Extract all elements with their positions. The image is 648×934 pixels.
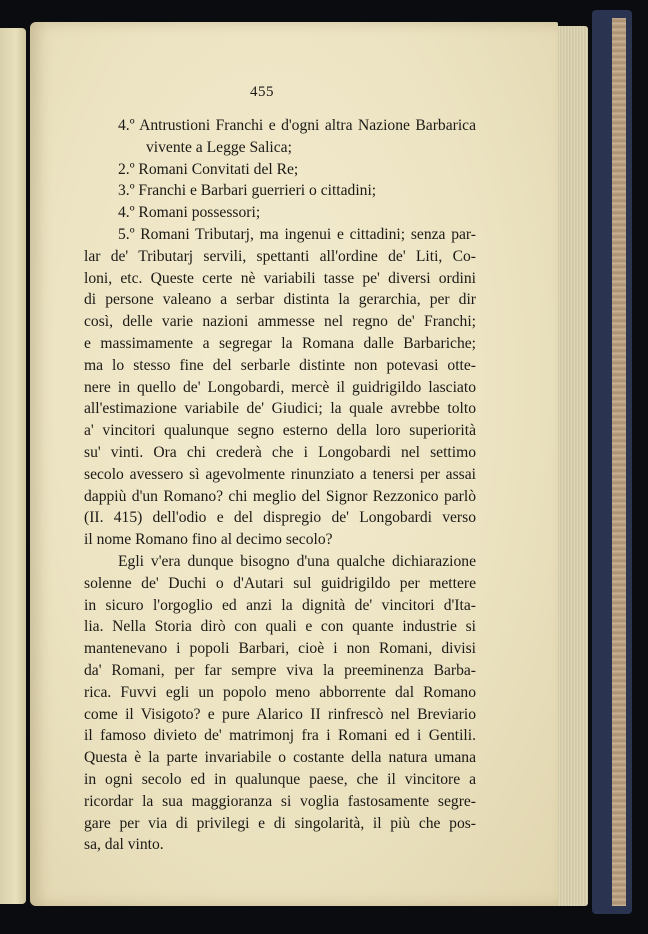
text-line: da' Romani, per far sempre viva la preeminenza Barba- [84,661,476,679]
text-line: Questa è la parte invariabile o costante della natura umana [84,749,476,767]
text-line: lar de' Tributarj servili, spettanti all'ordine de' Liti, Co- [84,247,476,265]
book-page [30,22,558,906]
page-text [84,115,476,856]
text-line: 5.º Romani Tributarj, ma ingenui e cittadini; senza par- [118,225,476,243]
text-line: a' vincitori qualunque segno esterno della loro superiorità [84,422,476,440]
text-line: 4.º Romani possessori; [118,204,261,222]
text-line: (II. 415) dell'odio e del dispregio de' Longobardi verso [84,509,476,527]
text-line: secolo avessero sì agevolmente rinunziato a tenersi per assai [84,465,476,483]
text-line: così, delle varie nazioni ammesse nel regno de' Franchi; [84,313,476,331]
text-line: ricordar la sua maggioranza si voglia fastosamente segre- [84,792,476,810]
text-line: nere in quello de' Longobardi, mercè il guidrigildo lasciato [84,378,476,396]
text-line: lia. Nella Storia dirò con quali e con quante industrie si [84,618,476,636]
text-line: il famoso divieto de' matrimonj fra i Romani ed i Gentili. [84,727,476,745]
text-line: sa, dal vinto. [84,836,164,854]
left-page-edge [0,28,26,904]
text-line: come il Visigoto? e pure Alarico II rinfrescò nel Breviario [84,705,476,723]
text-line: solenne de' Duchi o d'Autari sul guidrigildo per mettere [84,574,476,592]
text-line: 4.º Antrustioni Franchi e d'ogni altra Nazione Barbarica [118,117,476,134]
text-line: di persone valeano a serbar distinta la gerarchia, per dir [84,291,476,309]
text-line: il nome Romano fino al decimo secolo? [84,531,333,549]
text-line: all'estimazione variabile de' Giudici; la quale avrebbe tolto [84,400,476,418]
text-line: in sicuro l'orgoglio ed anzi la dignità de' vincitori d'Ita- [84,596,476,614]
text-line: Egli v'era dunque bisogno d'una qualche dichiarazione [118,552,476,570]
page-number: 455 [250,84,274,100]
text-line: dappiù d'un Romano? chi meglio del Signor Rezzonico parlò [84,487,476,505]
text-line: vivente a Legge Salica; [146,138,292,156]
text-line: e massimamente a segregar la Romana dalle Barbariche; [84,334,476,352]
text-line: in ogni secolo ed in qualunque paese, che il vincitore a [84,770,476,788]
text-line: mantenevano i popoli Barbari, cioè i non Romani, divisi [84,640,476,658]
cover-marbled-edge [612,18,626,906]
text-line: ma lo stesso fine del serbarle distinte non potevasi otte- [84,356,476,374]
text-line: 2.º Romani Convitati del Re; [118,160,299,178]
text-line: su' vinti. Ora chi crederà che i Longobardi nel settimo [84,443,476,461]
text-line: 3.º Franchi e Barbari guerrieri o cittadini; [118,182,377,200]
text-line: rica. Fuvvi egli un popolo meno abborrente dal Romano [84,683,476,701]
text-line: gare per via di privilegi e di singolarità, il più che pos- [84,814,476,832]
text-line: loni, etc. Queste certe nè variabili tasse pe' diversi ordini [84,269,476,287]
